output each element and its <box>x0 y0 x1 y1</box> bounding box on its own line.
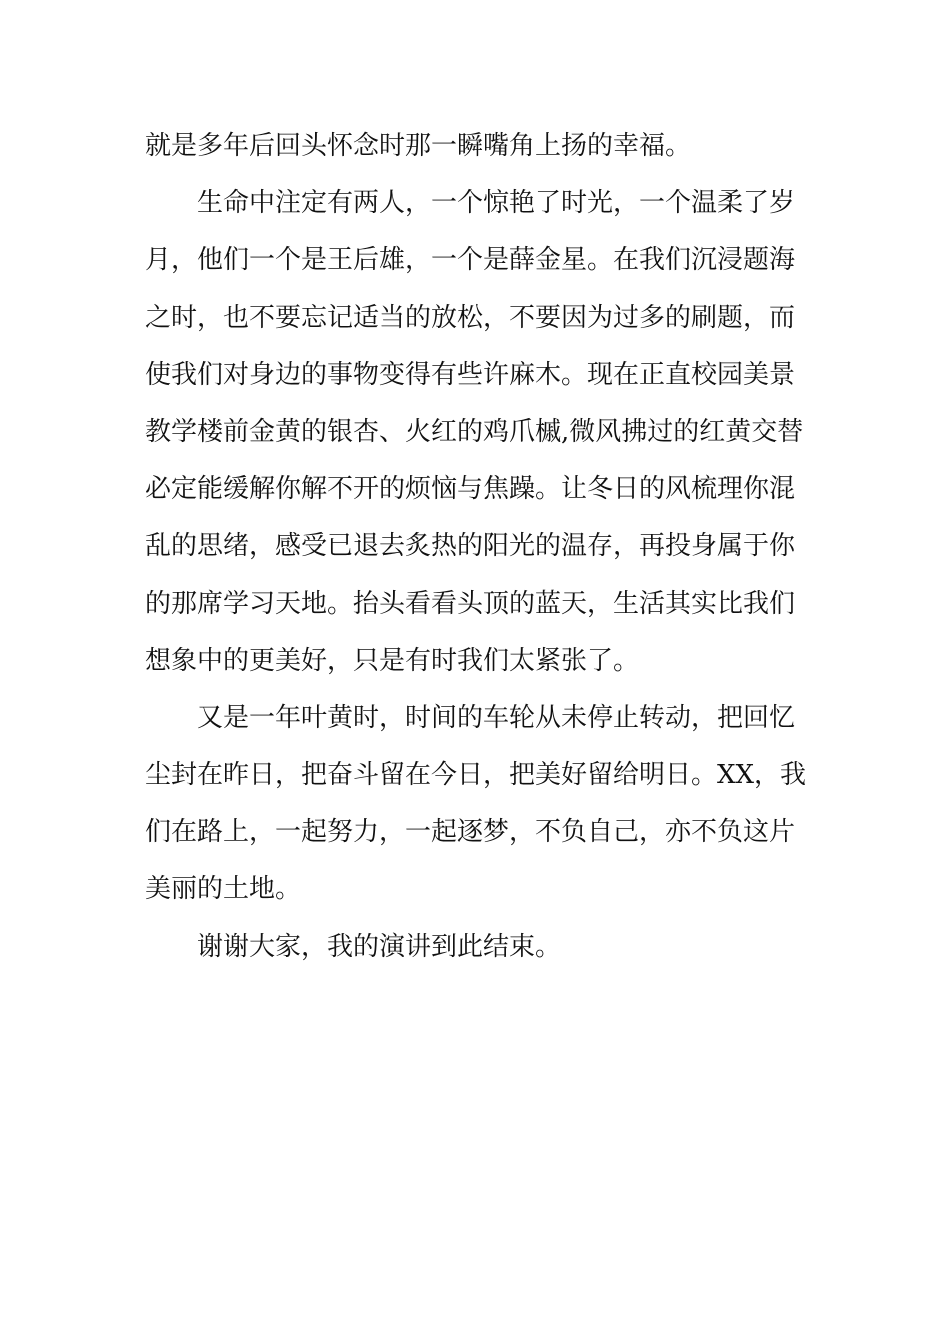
text-line: 乱的思绪，感受已退去炙热的阳光的温存，再投身属于你 <box>145 531 796 562</box>
text-line: 想象中的更美好，只是有时我们太紧张了。 <box>145 645 640 676</box>
text-line: 月，他们一个是王后雄，一个是薛金星。在我们沉浸题海 <box>145 245 796 276</box>
text-line: 生命中注定有两人，一个惊艳了时光，一个温柔了岁 <box>197 188 796 219</box>
text-line: 教学楼前金黄的银杏、火红的鸡爪槭,微风拂过的红黄交替 <box>145 416 804 447</box>
text-line: 使我们对身边的事物变得有些许麻木。现在正直校园美景 <box>145 359 796 390</box>
text-line: 的那席学习天地。抬头看看头顶的蓝天，生活其实比我们 <box>145 588 796 619</box>
text-line: 美丽的土地。 <box>145 874 302 905</box>
text-line: 又是一年叶黄时，时间的车轮从未停止转动，把回忆 <box>197 702 796 733</box>
text-line: 之时，也不要忘记适当的放松，不要因为过多的刷题，而 <box>145 302 796 333</box>
text-line: 们在路上，一起努力，一起逐梦，不负自己，亦不负这片 <box>145 817 796 848</box>
text-line: 就是多年后回头怀念时那一瞬嘴角上扬的幸福。 <box>145 131 692 161</box>
speech-body <box>145 118 810 976</box>
text-line: 尘封在昨日，把奋斗留在今日，把美好留给明日。XX，我 <box>145 760 807 791</box>
text-line: 谢谢大家，我的演讲到此结束。 <box>197 931 562 962</box>
text-line: 必定能缓解你解不开的烦恼与焦躁。让冬日的风梳理你混 <box>145 474 796 505</box>
